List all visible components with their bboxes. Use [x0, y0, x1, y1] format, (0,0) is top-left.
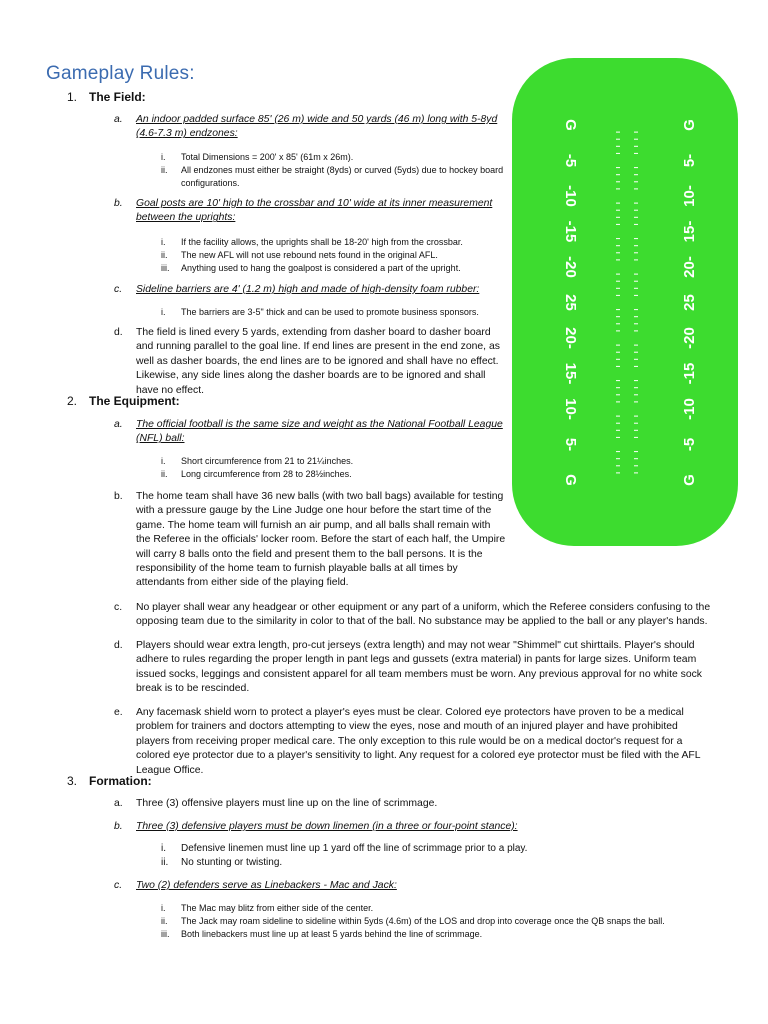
- right-yard-marker: G: [680, 119, 698, 131]
- left-yard-marker: 25: [562, 294, 580, 311]
- left-yard-marker: -5: [562, 153, 580, 168]
- right-yard-marker: G: [680, 474, 698, 486]
- section-heading-formation: [67, 774, 152, 788]
- rule-3b: b. Three (3) defensive players must be down linemen (in a three or four-point stance):: [114, 821, 518, 832]
- section-number: 3.: [67, 774, 78, 788]
- rule-2a: a. The official football is the same size and weight as the National Football League (NFL) ball:: [114, 419, 503, 445]
- left-yard-marker: 10-: [562, 398, 580, 420]
- field-surface: [512, 58, 738, 546]
- rule-1b: b. Goal posts are 10' high to the crossbar and 10' wide at its inner measurement between the uprights:: [114, 198, 493, 224]
- section-number: 2.: [67, 394, 78, 408]
- rule-1b-ii: ii. The new AFL will not use rebound nets found in the original AFL.: [161, 250, 438, 260]
- rule-2e: e. Any facemask shield worn to protect a player's eyes must be clear. Colored eye protectors have proven to be a medical problem for trainers and doctors attempting to view the eyes, nose and mouth of an injured player and have prohibited players from receiving proper medical care. The only exception to this rule would be on a medical doctor's request for a colored eye protector due to a player's sensitivity to light. Any request for a colored eye protector must be filed with the AFL League Office.: [114, 707, 701, 776]
- rule-1a-ii: ii. All endzones must either be straight (8yds) or curved (5yds) due to hockey board configurations.: [161, 165, 504, 188]
- right-yard-marker: 15-: [680, 220, 698, 243]
- rule-3c: c. Two (2) defenders serve as Linebackers - Mac and Jack:: [114, 880, 397, 891]
- rule-2a-ii: ii. Long circumference from 28 to 28½inches.: [161, 469, 352, 479]
- rule-1d: d. The field is lined every 5 yards, extending from dasher board to dasher board and running parallel to the goal line. If end lines are present in the end zone, as well as dasher boards, the end lines are to be ignored and shall have no effect. Likewise, any side lines along the dasher boards are to be ignored and shall have no effect.: [114, 327, 500, 396]
- left-yard-marker: -15: [562, 220, 580, 243]
- left-yard-marker: 15-: [562, 362, 580, 385]
- rule-3c-i: i. The Mac may blitz from either side of the center.: [161, 903, 374, 913]
- section-heading-field: [67, 90, 146, 104]
- rule-1b-iii: iii. Anything used to hang the goalpost is considered a part of the upright.: [161, 263, 461, 273]
- section-title: Formation:: [89, 774, 152, 788]
- rule-1b-i: i. If the facility allows, the uprights shall be 18-20' high from the crossbar.: [161, 237, 463, 247]
- section-heading-equipment: [67, 394, 180, 408]
- right-yard-marker: -15: [680, 362, 698, 385]
- right-yard-marker: -10: [680, 398, 698, 420]
- rule-3b-i: i. Defensive linemen must line up 1 yard off the line of scrimmage prior to a play.: [161, 843, 528, 854]
- rule-1a: a. An indoor padded surface 85' (26 m) wide and 50 yards (46 m) long with 5-8yd (4.6-7.3 m) endzones:: [114, 114, 498, 140]
- left-yard-marker: 20-: [562, 327, 580, 349]
- section-title: The Equipment:: [89, 394, 180, 408]
- rule-3a: a. Three (3) offensive players must line up on the line of scrimmage.: [114, 798, 438, 809]
- left-yard-marker: G: [562, 474, 580, 486]
- rule-2d: d. Players should wear extra length, pro-cut jerseys (extra length) and may not wear "Shimmel" cut shirttails. Player's should adhere to rules regarding the proper length in pant legs and gussets (extra material) in pants for large sizes. Uniform team issued socks, leggings and consistent apparel for all team members must be worn. Any previous approval for no white sock break is to be rescinded.: [114, 640, 702, 695]
- right-yard-marker: 10-: [680, 185, 698, 207]
- rule-2c: c. No player shall wear any headgear or other equipment or any part of a uniform, which the Referee considers confusing to the opposing team due to the similarity in color to that of the ball. No substance may be applied to the ball or any player's hands.: [114, 602, 711, 628]
- right-yard-marker: -5: [680, 437, 698, 452]
- rule-1c: c. Sideline barriers are 4' (1.2 m) high and made of high-density foam rubber:: [114, 284, 480, 295]
- right-yard-marker: 25: [680, 294, 698, 311]
- rule-3b-ii: ii. No stunting or twisting.: [161, 857, 283, 868]
- rule-1a-i: i. Total Dimensions = 200' x 85' (61m x 26m).: [161, 152, 354, 162]
- right-yard-marker: -20: [680, 327, 698, 349]
- rule-3c-ii: ii. The Jack may roam sideline to sideline within 5yds (4.6m) of the LOS and drop into coverage once the QB snaps the ball.: [161, 916, 665, 926]
- right-yard-marker: 5-: [680, 153, 698, 168]
- rule-1c-i: i. The barriers are 3-5" thick and can be used to promote business sponsors.: [161, 307, 479, 317]
- rule-2a-i: i. Short circumference from 21 to 21¼inches.: [161, 456, 354, 466]
- left-yard-marker: 5-: [562, 437, 580, 452]
- right-yard-marker: 20-: [680, 256, 698, 278]
- section-number: 1.: [67, 90, 78, 104]
- left-yard-marker: -20: [562, 256, 580, 278]
- football-field-diagram: [512, 58, 738, 546]
- left-yard-marker: G: [562, 119, 580, 131]
- page-title: Gameplay Rules:: [46, 63, 195, 84]
- field-graphic: [512, 58, 738, 546]
- section-title: The Field:: [89, 90, 146, 104]
- rule-3c-iii: iii. Both linebackers must line up at least 5 yards behind the line of scrimmage.: [161, 929, 483, 939]
- rule-2b: b. The home team shall have 36 new balls (with two ball bags) available for testing with a pressure gauge by the Line Judge one hour before the start time of the game. The home team will furnish an air pump, and all balls shall remain with the Referee in the officials' locker room. Before the start of each half, the Umpire will carry 8 balls onto the field and present them to the ball persons. It is the responsibility of the home team to furnish playable balls at all times by attendants from either side of the playing field.: [114, 491, 506, 589]
- left-yard-marker: -10: [562, 185, 580, 207]
